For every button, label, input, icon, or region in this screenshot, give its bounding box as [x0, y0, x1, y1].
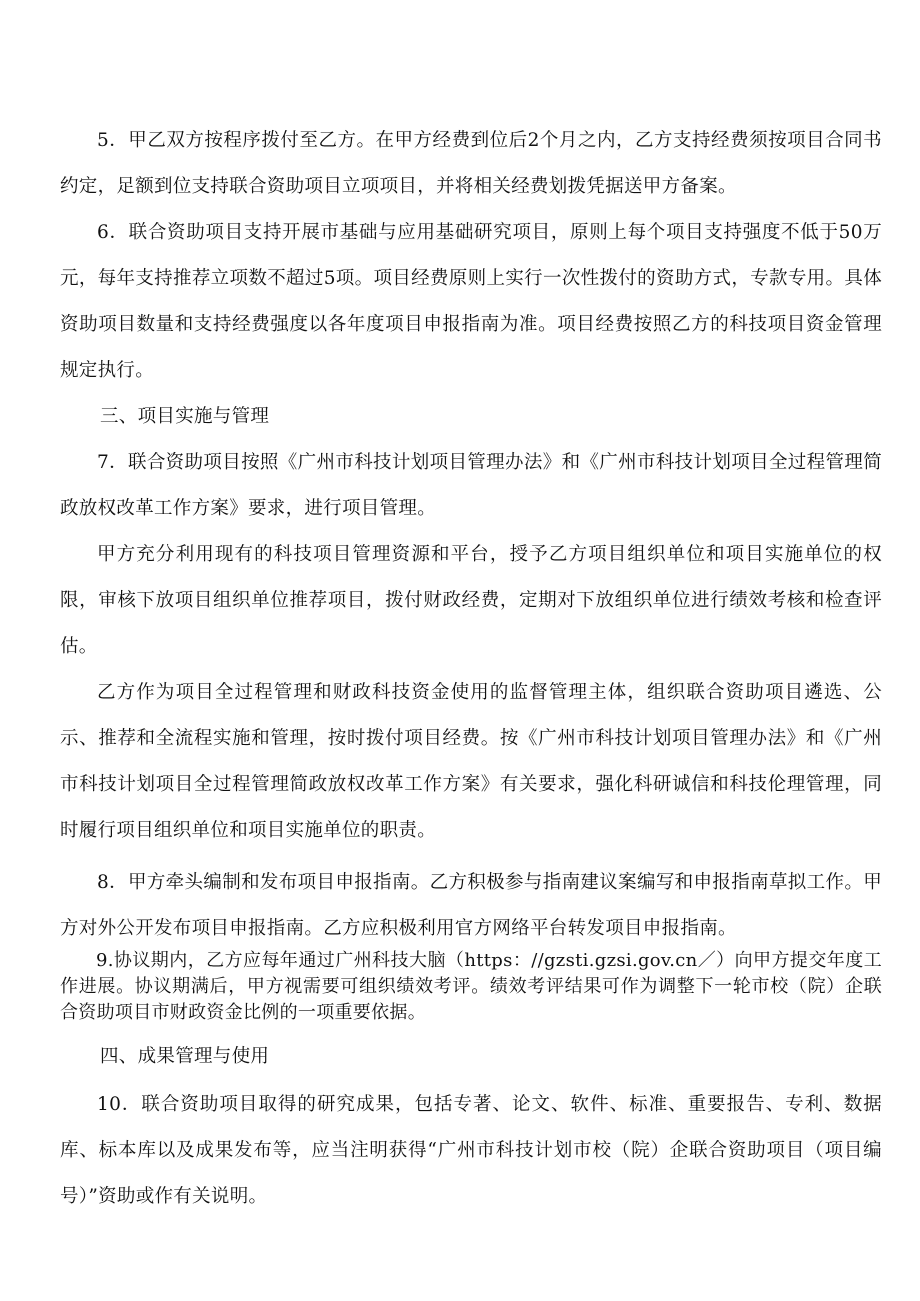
- paragraph-party-b: 乙方作为项目全过程管理和财政科技资金使用的监督管理主体，组织联合资助项目遴选、公示、推荐和全流程实施和管理，按时拨付项目经费。按《广州市科技计划项目管理办法》和《广州市科技计划项目全过程管理简政放权改革工作方案》有关要求，强化科研诚信和科技伦理管理，同时履行项目组织单位和项目实施单位的职责。: [60, 682, 882, 841]
- paragraph-9: 9.协议期内，乙方应每年通过广州科技大脑（https：//gzsti.gzsi.gov.cn／）向甲方提交年度工作进展。协议期满后，甲方视需要可组织绩效考评。绩效考评结果可作为调整下一轮市校（院）企联合资助项目市财政资金比例的一项重要依据。: [60, 950, 882, 1023]
- paragraph-party-a: 甲方充分利用现有的科技项目管理资源和平台，授予乙方项目组织单位和项目实施单位的权限，审核下放项目组织单位推荐项目，拨付财政经费，定期对下放组织单位进行绩效考核和检查评估。: [60, 544, 882, 657]
- section-heading-3: 三、项目实施与管理: [100, 406, 270, 427]
- paragraph-6: 6．联合资助项目支持开展市基础与应用基础研究项目，原则上每个项目支持强度不低于50万元，每年支持推荐立项数不超过5项。项目经费原则上实行一次性拨付的资助方式，专款专用。具体资助项目数量和支持经费强度以各年度项目申报指南为准。项目经费按照乙方的科技项目资金管理规定执行。: [60, 222, 882, 381]
- paragraph-10: 10．联合资助项目取得的研究成果，包括专著、论文、软件、标准、重要报告、专利、数据库、标本库以及成果发布等，应当注明获得“广州市科技计划市校（院）企联合资助项目（项目编号）”资助或作有关说明。: [60, 1094, 882, 1207]
- paragraph-7: 7．联合资助项目按照《广州市科技计划项目管理办法》和《广州市科技计划项目全过程管理简政放权改革工作方案》要求，进行项目管理。: [60, 452, 882, 519]
- paragraph-8: 8．甲方牵头编制和发布项目申报指南。乙方积极参与指南建议案编写和申报指南草拟工作。甲方对外公开发布项目申报指南。乙方应积极利用官方网络平台转发项目申报指南。: [60, 872, 882, 939]
- paragraph-5: 5．甲乙双方按程序拨付至乙方。在甲方经费到位后2个月之内，乙方支持经费须按项目合同书约定，足额到位支持联合资助项目立项项目，并将相关经费划拨凭据送甲方备案。: [60, 130, 882, 197]
- section-heading-4: 四、成果管理与使用: [100, 1046, 270, 1067]
